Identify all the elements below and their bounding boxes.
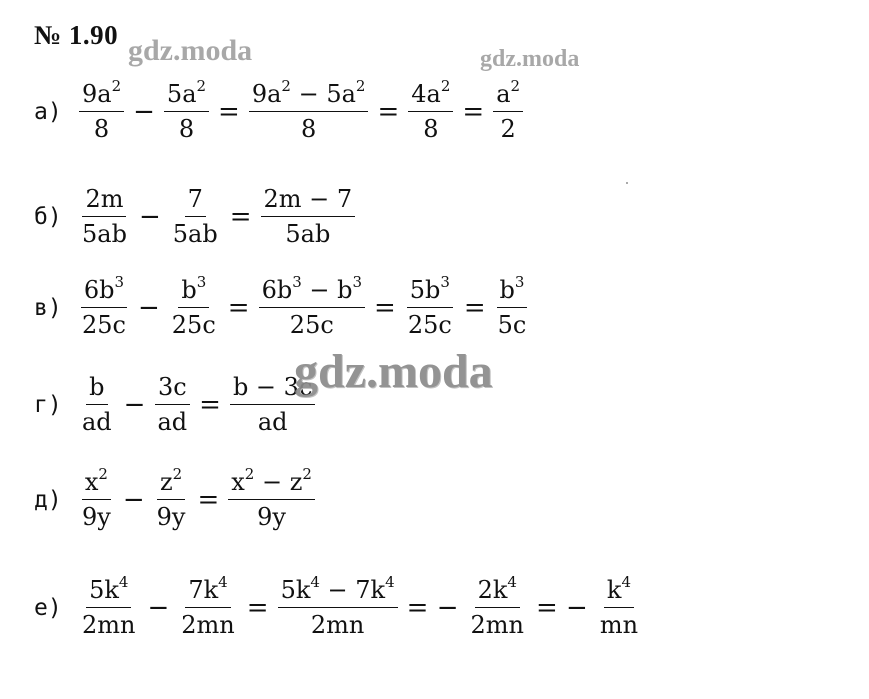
term: b xyxy=(181,276,197,304)
denominator: 9y xyxy=(257,503,286,532)
equation-row-g xyxy=(34,375,318,435)
term: − 7k xyxy=(319,576,386,604)
operator: = − xyxy=(535,593,588,624)
denominator: 9y xyxy=(156,503,186,532)
denominator: 2mn xyxy=(82,611,136,640)
operator: = xyxy=(377,97,400,128)
exponent: 2 xyxy=(355,77,366,95)
operator: = xyxy=(229,202,252,233)
fraction xyxy=(79,465,114,532)
denominator: 5ab xyxy=(82,220,127,249)
term: 9a xyxy=(82,80,112,108)
denominator: 25c xyxy=(289,311,334,340)
fraction xyxy=(228,465,315,532)
exponent: 4 xyxy=(118,573,129,591)
operator: = xyxy=(462,97,485,128)
exponent: 3 xyxy=(292,273,302,291)
equation-row-v xyxy=(34,273,532,340)
term: 2m − 7 xyxy=(263,185,353,213)
term: a xyxy=(496,80,511,108)
denominator: 8 xyxy=(423,115,439,144)
fraction xyxy=(278,573,398,640)
term: 9a xyxy=(251,80,282,108)
denominator: 5ab xyxy=(285,220,331,249)
numerator xyxy=(278,573,398,608)
fraction xyxy=(178,573,237,640)
operator: = xyxy=(374,293,396,324)
fraction xyxy=(79,573,138,640)
term: 2k xyxy=(477,576,508,604)
numerator xyxy=(249,77,369,112)
term: 5k xyxy=(89,576,119,604)
fraction xyxy=(169,273,219,340)
exponent: 3 xyxy=(114,273,125,291)
operator: = xyxy=(463,293,486,324)
fraction xyxy=(597,573,641,640)
numerator xyxy=(497,273,528,308)
numerator xyxy=(157,465,185,500)
denominator: 8 xyxy=(93,115,110,144)
item-label: б) xyxy=(34,204,62,231)
numerator xyxy=(82,187,126,217)
exponent: 3 xyxy=(440,273,450,291)
term: 3c xyxy=(157,373,187,401)
item-label: а) xyxy=(34,99,62,126)
term: − z xyxy=(254,468,303,496)
fraction xyxy=(259,273,365,340)
exponent: 2 xyxy=(244,465,255,483)
denominator: 25c xyxy=(407,311,452,340)
denominator: 9y xyxy=(82,503,111,532)
exponent: 4 xyxy=(218,573,228,591)
equation-row-e xyxy=(34,573,644,640)
exponent: 2 xyxy=(98,465,108,483)
equation-row-b xyxy=(34,187,358,247)
fraction xyxy=(408,77,453,144)
operator: = xyxy=(246,593,269,624)
exponent: 2 xyxy=(172,465,183,483)
operator: = xyxy=(199,390,221,421)
exponent: 2 xyxy=(510,77,521,95)
denominator: 8 xyxy=(178,115,195,144)
denominator: 2mn xyxy=(470,611,524,640)
term: x xyxy=(231,468,245,496)
numerator xyxy=(178,273,209,308)
item-label: д) xyxy=(34,487,62,514)
denominator: 2mn xyxy=(310,611,365,640)
operator: = xyxy=(197,485,220,516)
term: x xyxy=(84,468,99,496)
exponent: 2 xyxy=(281,77,291,95)
operator: − xyxy=(122,485,145,516)
term: − b xyxy=(301,276,353,304)
term: 5k xyxy=(280,576,311,604)
denominator: ad xyxy=(157,408,188,437)
operator: − xyxy=(138,202,161,233)
fraction xyxy=(154,465,189,532)
item-label: г) xyxy=(34,392,62,419)
term: 4a xyxy=(411,80,441,108)
numerator xyxy=(604,573,634,608)
denominator: ad xyxy=(82,408,112,437)
fraction xyxy=(79,273,129,340)
numerator xyxy=(82,465,111,500)
fraction xyxy=(405,273,455,340)
fraction xyxy=(154,375,190,435)
term: 6b xyxy=(83,276,115,304)
exponent: 3 xyxy=(196,273,207,291)
term: b xyxy=(499,276,515,304)
numerator xyxy=(259,273,365,308)
fraction xyxy=(164,77,209,144)
fraction xyxy=(79,375,115,435)
numerator xyxy=(185,573,230,608)
term: b xyxy=(89,373,105,401)
denominator: 2 xyxy=(500,115,516,144)
numerator xyxy=(164,77,209,112)
exponent: 2 xyxy=(302,465,312,483)
term: 7k xyxy=(188,576,219,604)
problem-number: № 1.90 xyxy=(34,20,119,50)
numerator xyxy=(261,187,356,217)
operator: − xyxy=(123,390,146,421)
fraction xyxy=(79,77,124,144)
watermark-logo: gdz.moda xyxy=(480,46,580,72)
fraction xyxy=(493,77,523,144)
numerator xyxy=(86,573,131,608)
exponent: 2 xyxy=(196,77,207,95)
denominator: 5ab xyxy=(172,220,218,249)
exponent: 3 xyxy=(352,273,363,291)
numerator xyxy=(407,273,453,308)
numerator xyxy=(79,77,124,112)
operator: − xyxy=(147,593,170,624)
fraction xyxy=(79,187,130,247)
fraction xyxy=(249,77,369,144)
numerator xyxy=(81,273,127,308)
item-label: е) xyxy=(34,595,62,622)
fraction xyxy=(468,573,527,640)
exponent: 2 xyxy=(440,77,451,95)
operator: − xyxy=(137,293,160,324)
numerator xyxy=(86,375,107,405)
term: 5b xyxy=(409,276,441,304)
term: b − 3c xyxy=(232,373,313,401)
exponent: 4 xyxy=(621,573,631,591)
numerator xyxy=(185,187,206,217)
numerator xyxy=(155,375,190,405)
denominator: 5c xyxy=(497,311,527,340)
denominator: 25c xyxy=(171,311,216,340)
operator: = xyxy=(218,97,240,128)
watermark-logo: gdz.moda xyxy=(128,34,253,67)
speck xyxy=(626,182,628,184)
operator: = xyxy=(227,293,250,324)
exponent: 4 xyxy=(507,573,517,591)
fraction xyxy=(261,187,356,247)
denominator: 8 xyxy=(301,115,317,144)
term: 5a xyxy=(166,80,197,108)
denominator: 25c xyxy=(82,311,126,340)
equation-row-a xyxy=(34,77,526,144)
term: 7 xyxy=(187,185,203,213)
exponent: 3 xyxy=(514,273,525,291)
term: 2m xyxy=(85,185,124,213)
term: − 5a xyxy=(290,80,356,108)
exponent: 2 xyxy=(111,77,122,95)
term: z xyxy=(159,468,173,496)
equation-row-d xyxy=(34,465,318,532)
fraction xyxy=(170,187,221,247)
operator: − xyxy=(133,97,155,128)
item-label: в) xyxy=(34,295,62,322)
watermark-logo: gdz.moda xyxy=(294,345,493,398)
denominator: 2mn xyxy=(181,611,235,640)
fraction xyxy=(495,273,530,340)
denominator: mn xyxy=(599,611,639,640)
numerator xyxy=(408,77,453,112)
exponent: 4 xyxy=(385,573,395,591)
numerator xyxy=(228,465,315,500)
operator: = − xyxy=(406,593,459,624)
denominator: ad xyxy=(257,408,288,437)
exponent: 4 xyxy=(310,573,320,591)
numerator xyxy=(493,77,523,112)
numerator xyxy=(475,573,520,608)
term: k xyxy=(606,576,622,604)
term: 6b xyxy=(261,276,293,304)
